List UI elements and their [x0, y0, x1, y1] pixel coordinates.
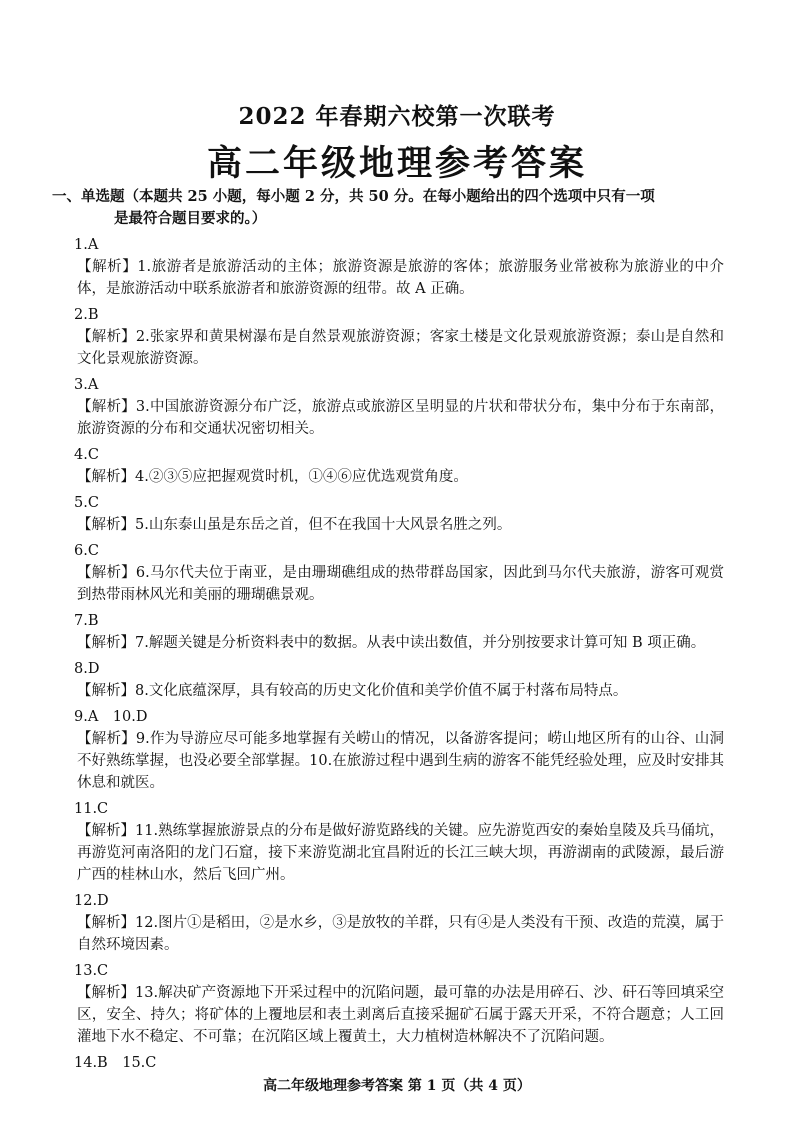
- list-item: [74, 1052, 724, 1074]
- list-item: [74, 234, 724, 300]
- list-item: [74, 798, 724, 886]
- analysis-text: 【解析】13.解决矿产资源地下开采过程中的沉陷问题，最可靠的办法是用碎石、沙、矸石等回填采空区，安全、持久；将矿体的上覆地层和表土剥离后直接采掘矿石属于露天开采，不符合题意；人工回灌地下水不稳定、不可靠；在沉陷区域上覆黄土，大力植树造林解决不了沉陷问题。: [77, 985, 724, 1045]
- answer-content: [52, 186, 724, 1074]
- answer-label: 12.D: [74, 893, 109, 909]
- list-item: [74, 492, 724, 536]
- list-item: [74, 374, 724, 440]
- page-title: 高二年级地理参考答案: [206, 143, 587, 184]
- list-item: [74, 444, 724, 488]
- answer-label: 7.B: [74, 613, 99, 629]
- answer-label: 13.C: [74, 963, 109, 979]
- list-item: [74, 304, 724, 370]
- list-item: [74, 706, 724, 794]
- analysis-text: 【解析】6.马尔代夫位于南亚，是由珊瑚礁组成的热带群岛国家，因此到马尔代夫旅游，游客可观赏到热带雨林风光和美丽的珊瑚礁景观。: [77, 565, 724, 603]
- analysis-text: 【解析】1.旅游者是旅游活动的主体；旅游资源是旅游的客体；旅游服务业常被称为旅游业的中介体，是旅游活动中联系旅游者和旅游资源的纽带。故 A 正确。: [77, 259, 724, 297]
- answer-label: 4.C: [74, 447, 99, 463]
- list-item: [74, 540, 724, 606]
- analysis-text: 【解析】2.张家界和黄果树瀑布是自然景观旅游资源；客家土楼是文化景观旅游资源；泰山是自然和文化景观旅游资源。: [77, 329, 724, 367]
- exam-subtitle: 2022 年春期六校第一次联考: [238, 103, 556, 130]
- answer-label: 14.B 15.C: [74, 1055, 157, 1071]
- answer-label: 6.C: [74, 543, 99, 559]
- analysis-text: 【解析】4.②③⑤应把握观赏时机，①④⑥应优选观赏角度。: [77, 469, 468, 485]
- list-item: [74, 890, 724, 956]
- list-item: [74, 960, 724, 1048]
- section-header-line-2: 是最符合题目要求的。）: [114, 210, 267, 227]
- analysis-text: 【解析】7.解题关键是分析资料表中的数据。从表中读出数值，并分别按要求计算可知 B 项正确。: [77, 635, 706, 651]
- answer-label: 9.A 10.D: [74, 709, 148, 725]
- analysis-text: 【解析】8.文化底蕴深厚，具有较高的历史文化价值和美学价值不属于村落布局特点。: [77, 683, 628, 699]
- list-item: [74, 658, 724, 702]
- section-header-line-1: 一、单选题（本题共 25 小题，每小题 2 分，共 50 分。在每小题给出的四个选项中只有一项: [52, 188, 655, 205]
- answer-label: 8.D: [74, 661, 100, 677]
- analysis-text: 【解析】11.熟练掌握旅游景点的分布是做好游览路线的关键。应先游览西安的秦始皇陵及兵马俑坑，再游览河南洛阳的龙门石窟，接下来游览湖北宜昌附近的长江三峡大坝，再游湖南的武陵源，最后游广西的桂林山水，然后飞回广州。: [77, 823, 724, 883]
- answer-label: 5.C: [74, 495, 99, 511]
- page-footer: 高二年级地理参考答案 第 1 页（共 4 页）: [263, 1078, 531, 1094]
- answer-label: 11.C: [74, 801, 109, 817]
- analysis-text: 【解析】3.中国旅游资源分布广泛，旅游点或旅游区呈明显的片状和带状分布，集中分布于东南部，旅游资源的分布和交通状况密切相关。: [77, 399, 724, 437]
- answer-label: 3.A: [74, 377, 99, 393]
- section-header: [52, 186, 724, 230]
- analysis-text: 【解析】12.图片①是稻田，②是水乡，③是放牧的羊群，只有④是人类没有干预、改造的荒漠，属于自然环境因素。: [77, 915, 724, 953]
- analysis-text: 【解析】5.山东泰山虽是东岳之首，但不在我国十大风景名胜之列。: [77, 517, 512, 533]
- analysis-text: 【解析】9.作为导游应尽可能多地掌握有关崂山的情况，以备游客提问；崂山地区所有的山谷、山洞不好熟练掌握，也没必要全部掌握。10.在旅游过程中遇到生病的游客不能凭经验处理，应及时安排其休息和就医。: [77, 731, 724, 791]
- answer-label: 2.B: [74, 307, 99, 323]
- answer-label: 1.A: [74, 237, 99, 253]
- list-item: [74, 610, 724, 654]
